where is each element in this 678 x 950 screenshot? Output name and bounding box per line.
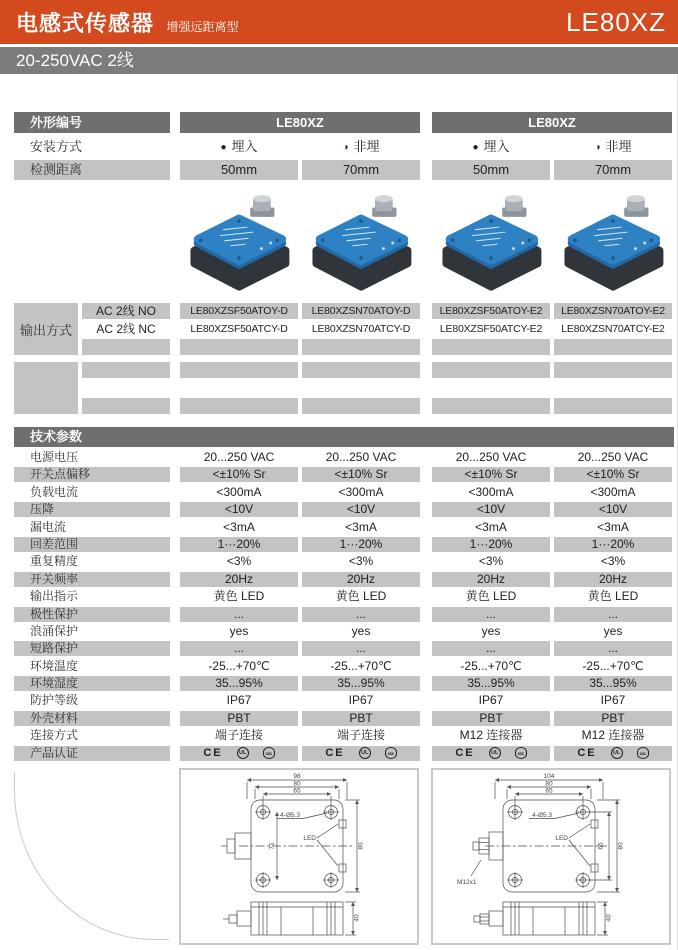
- product-photo: [432, 186, 550, 300]
- shape-label: 外形编号: [14, 112, 170, 133]
- empty-cell: [432, 380, 550, 396]
- spec-row: [14, 607, 674, 622]
- spec-value: 35...95%: [180, 676, 298, 691]
- empty-column: [432, 362, 550, 414]
- led-callout: LED: [303, 835, 316, 842]
- empty-cell: [180, 380, 298, 396]
- flush-circle-icon: ●: [220, 142, 227, 153]
- spec-value: 20...250 VAC: [325, 450, 397, 464]
- spec-value: -25...+70℃: [208, 658, 270, 673]
- sensor-photo-svg: [435, 191, 547, 295]
- spec-label: 浪涌保护: [30, 623, 79, 638]
- spec-label: 开关频率: [14, 572, 170, 587]
- drawings-row: [14, 768, 674, 945]
- spec-value: ...: [554, 641, 672, 656]
- spec-value: 35...95%: [554, 676, 672, 691]
- spec-value: <300mA: [338, 484, 384, 499]
- part-number: LE80XZSF50ATCY-D: [190, 323, 288, 335]
- certification-cell: [302, 746, 420, 761]
- spec-row: [14, 641, 674, 656]
- product-subtitle: 增强远距离型: [166, 19, 239, 34]
- photos-spacer: [14, 186, 170, 300]
- spec-value: <±10% Sr: [554, 467, 672, 482]
- spec-label: 负载电流: [30, 484, 79, 499]
- spec-row: [14, 572, 674, 587]
- ul-mark-icon: UL: [237, 747, 249, 759]
- product-photo: [302, 186, 420, 300]
- spec-value: 35...95%: [432, 676, 550, 691]
- empty-cell: [302, 362, 420, 378]
- spec-label: 压降: [14, 502, 170, 517]
- empty-cell: [82, 362, 170, 378]
- ce-mark-icon: CE: [203, 746, 223, 759]
- sensor-photo-svg: [183, 191, 295, 295]
- spec-value: ...: [554, 607, 672, 622]
- spec-value: 黄色 LED: [335, 589, 387, 604]
- dimension-drawing-m12: [431, 768, 671, 945]
- empty-column: [302, 362, 420, 414]
- spec-value: <10V: [432, 502, 550, 517]
- spec-value: M12 连接器: [581, 728, 645, 743]
- empty-cell: [82, 380, 170, 396]
- sensor-photo-svg: [557, 191, 669, 295]
- dim-width-outer: 98: [293, 773, 301, 780]
- spec-value: PBT: [180, 711, 298, 726]
- ccc-mark-icon: ccc: [515, 747, 527, 759]
- spec-value: <3mA: [475, 519, 507, 534]
- empty-cell: [432, 362, 550, 378]
- mounting-cell: [554, 137, 672, 157]
- ce-mark-icon: CE: [577, 746, 597, 759]
- distance-label: 检测距离: [14, 160, 170, 180]
- spec-value: IP67: [226, 693, 252, 708]
- empty-column: [82, 362, 170, 414]
- spec-value: 20Hz: [302, 572, 420, 587]
- spec-label: 外壳材料: [14, 711, 170, 726]
- empty-cell: [432, 398, 550, 414]
- spec-value: PBT: [432, 711, 550, 726]
- distance-cell: 50mm: [180, 160, 298, 180]
- spec-value: yes: [603, 623, 623, 638]
- shape-header-row: [14, 112, 674, 133]
- dim-side-height: 40: [605, 914, 613, 922]
- spec-value: 35...95%: [302, 676, 420, 691]
- holes-callout: 4-Ø5.3: [280, 812, 300, 819]
- spec-label: 开关点偏移: [14, 467, 170, 482]
- mounting-row: [14, 137, 674, 157]
- certification-cell: [554, 746, 672, 761]
- spec-label: 环境湿度: [14, 676, 170, 691]
- led-callout: LED: [555, 835, 568, 842]
- spec-value: <10V: [554, 502, 672, 517]
- empty-cell: [554, 380, 672, 396]
- dim-side-height: 40: [353, 914, 361, 922]
- spec-row: [14, 485, 674, 500]
- part-column: [432, 303, 550, 355]
- part-column: [302, 303, 420, 355]
- spec-value: IP67: [348, 693, 374, 708]
- drawing-svg-right: [433, 770, 669, 943]
- product-photo: [180, 186, 298, 300]
- ccc-mark-icon: ccc: [385, 747, 397, 759]
- spec-label: 极性保护: [14, 607, 170, 622]
- group-header-1: LE80XZ: [180, 112, 420, 133]
- spec-value: <±10% Sr: [180, 467, 298, 482]
- product-photo: [554, 186, 672, 300]
- empty-cell: [180, 362, 298, 378]
- spec-value: 20...250 VAC: [455, 450, 527, 464]
- part-number: LE80XZSF50ATCY-E2: [439, 323, 543, 335]
- spec-value: ...: [432, 607, 550, 622]
- spec-value: 1···20%: [432, 537, 550, 552]
- spec-value: <300mA: [216, 484, 262, 499]
- spec-value: PBT: [554, 711, 672, 726]
- mounting-text: 非埋: [605, 139, 632, 154]
- spec-value: <3%: [600, 554, 626, 569]
- mounting-text: 埋入: [231, 139, 258, 154]
- spec-value: 20Hz: [432, 572, 550, 587]
- dim-width-outer: 104: [543, 773, 555, 780]
- spec-value: <10V: [180, 502, 298, 517]
- tech-params-table: [14, 450, 674, 763]
- dim-width-mid: 80: [293, 780, 301, 788]
- sensor-photo-svg: [305, 191, 417, 295]
- nonflush-circle-icon: ◑: [594, 142, 601, 153]
- spec-value: <3%: [348, 554, 374, 569]
- product-photos-row: [14, 186, 674, 300]
- part-number: LE80XZSN70ATCY-E2: [561, 323, 665, 335]
- spec-label: 防护等级: [30, 693, 79, 708]
- mounting-cell: [302, 137, 420, 157]
- spec-value: ...: [302, 641, 420, 656]
- spec-value: -25...+70℃: [330, 658, 392, 673]
- distance-cell: 70mm: [302, 160, 420, 180]
- spec-label: 产品认证: [14, 746, 170, 761]
- spec-value: <3mA: [223, 519, 255, 534]
- output-type-column: [82, 303, 170, 355]
- spec-row: [14, 624, 674, 639]
- page-corner-curve: [14, 772, 169, 940]
- spec-row: [14, 467, 674, 482]
- spec-row: [14, 589, 674, 604]
- output-type-nc: AC 2线 NC: [96, 322, 156, 336]
- ul-mark-icon: UL: [359, 747, 371, 759]
- spec-value: <±10% Sr: [432, 467, 550, 482]
- spec-value: 黄色 LED: [213, 589, 265, 604]
- connector-callout: M12x1: [457, 879, 477, 886]
- spec-value: <3mA: [345, 519, 377, 534]
- spec-value: ...: [180, 641, 298, 656]
- spec-value: <3%: [226, 554, 252, 569]
- spec-row: [14, 728, 674, 743]
- spec-value: 端子连接: [336, 728, 385, 743]
- spec-value: <±10% Sr: [302, 467, 420, 482]
- spec-value: 黄色 LED: [465, 589, 517, 604]
- empty-cell: [180, 339, 298, 355]
- spec-value: 20Hz: [554, 572, 672, 587]
- spec-value: yes: [481, 623, 501, 638]
- distance-cell: 50mm: [432, 160, 550, 180]
- output-label: 输出方式: [14, 303, 78, 355]
- spec-value: IP67: [600, 693, 626, 708]
- ccc-mark-icon: ccc: [263, 747, 275, 759]
- empty-column: [554, 362, 672, 414]
- empty-label-cell: [14, 362, 78, 414]
- spec-label: 短路保护: [14, 641, 170, 656]
- output-type-no: AC 2线 NO: [82, 303, 170, 319]
- model-code: LE80XZ: [566, 6, 666, 37]
- spec-row: [14, 746, 674, 761]
- dim-width-inner: 65: [545, 787, 553, 795]
- spec-value: 黄色 LED: [587, 589, 639, 604]
- flush-circle-icon: ●: [472, 142, 479, 153]
- empty-cell: [554, 362, 672, 378]
- spec-row: [14, 450, 674, 465]
- spec-value: ...: [432, 641, 550, 656]
- empty-cell: [554, 398, 672, 414]
- certification-cell: [180, 746, 298, 761]
- spec-value: ...: [180, 607, 298, 622]
- dim-width-mid: 80: [545, 780, 553, 788]
- spec-row: [14, 693, 674, 708]
- spec-label: 漏电流: [30, 519, 67, 534]
- empty-cell: [302, 339, 420, 355]
- spec-value: yes: [229, 623, 249, 638]
- ce-mark-icon: CE: [325, 746, 345, 759]
- dim-height-outer: 80: [357, 842, 365, 850]
- title-group: [16, 7, 238, 38]
- spec-label: 环境温度: [30, 658, 79, 673]
- spec-value: 20Hz: [180, 572, 298, 587]
- spec-value: 1···20%: [180, 537, 298, 552]
- spec-label: 电源电压: [30, 450, 79, 464]
- dimension-drawing-terminal: [179, 768, 419, 945]
- empty-cell: [302, 380, 420, 396]
- spec-label: 回差范围: [14, 537, 170, 552]
- dim-height-outer: 80: [617, 842, 625, 850]
- ul-mark-icon: UL: [611, 747, 623, 759]
- spec-label: 输出指示: [30, 589, 79, 604]
- empty-cell: [554, 339, 672, 355]
- part-number: LE80XZSF50ATOY-D: [180, 303, 298, 319]
- part-number: LE80XZSN70ATOY-D: [302, 303, 420, 319]
- certification-cell: [432, 746, 550, 761]
- spec-value: <300mA: [590, 484, 636, 499]
- drawing-svg-left: [181, 770, 417, 943]
- ce-mark-icon: CE: [455, 746, 475, 759]
- spec-label: 连接方式: [30, 728, 79, 743]
- tech-params-header: 技术参数: [14, 427, 674, 447]
- page-header: [0, 0, 678, 44]
- empty-column: [180, 362, 298, 414]
- nonflush-circle-icon: ◑: [342, 142, 349, 153]
- product-title: 电感式传感器: [16, 10, 155, 36]
- spec-row: [14, 676, 674, 691]
- spec-value: IP67: [478, 693, 504, 708]
- spec-value: -25...+70℃: [582, 658, 644, 673]
- spec-value: ...: [302, 607, 420, 622]
- spec-value: yes: [351, 623, 371, 638]
- mounting-label: 安装方式: [30, 139, 83, 154]
- mounting-text: 非埋: [353, 139, 380, 154]
- spec-row: [14, 502, 674, 517]
- dim-width-inner: 65: [293, 787, 301, 795]
- distance-row: [14, 160, 674, 180]
- spec-value: <10V: [302, 502, 420, 517]
- empty-cell: [82, 398, 170, 414]
- spec-value: 20...250 VAC: [203, 450, 275, 464]
- dim-height-inner: 71: [268, 842, 276, 850]
- part-column: [554, 303, 672, 355]
- spec-row: [14, 537, 674, 552]
- spec-value: <3mA: [597, 519, 629, 534]
- spec-value: 1···20%: [302, 537, 420, 552]
- ul-mark-icon: UL: [489, 747, 501, 759]
- ccc-mark-icon: ccc: [637, 747, 649, 759]
- group-header-2: LE80XZ: [432, 112, 672, 133]
- mounting-text: 埋入: [483, 139, 510, 154]
- mounting-cell: [432, 137, 550, 157]
- spec-value: <300mA: [468, 484, 514, 499]
- dim-height-inner: 65: [597, 842, 605, 850]
- output-block: [14, 303, 674, 355]
- empty-cell: [180, 398, 298, 414]
- voltage-banner: 20-250VAC 2线: [0, 47, 678, 74]
- spare-block: [14, 362, 674, 414]
- spec-value: -25...+70℃: [460, 658, 522, 673]
- mounting-cell: [180, 137, 298, 157]
- empty-cell: [432, 339, 550, 355]
- spec-value: 端子连接: [214, 728, 263, 743]
- part-number: LE80XZSF50ATOY-E2: [432, 303, 550, 319]
- spec-label: 重复精度: [30, 554, 79, 569]
- spec-row: [14, 554, 674, 569]
- spec-value: 1···20%: [554, 537, 672, 552]
- spec-value: <3%: [478, 554, 504, 569]
- distance-cell: 70mm: [554, 160, 672, 180]
- spec-value: M12 连接器: [459, 728, 523, 743]
- part-number: LE80XZSN70ATCY-D: [311, 323, 411, 335]
- spec-value: PBT: [302, 711, 420, 726]
- spec-row: [14, 520, 674, 535]
- spec-row: [14, 659, 674, 674]
- holes-callout: 4-Ø5.3: [532, 812, 552, 819]
- part-number: LE80XZSN70ATOY-E2: [554, 303, 672, 319]
- empty-cell: [82, 339, 170, 355]
- spec-row: [14, 711, 674, 726]
- empty-cell: [302, 398, 420, 414]
- spec-value: 20...250 VAC: [577, 450, 649, 464]
- part-column: [180, 303, 298, 355]
